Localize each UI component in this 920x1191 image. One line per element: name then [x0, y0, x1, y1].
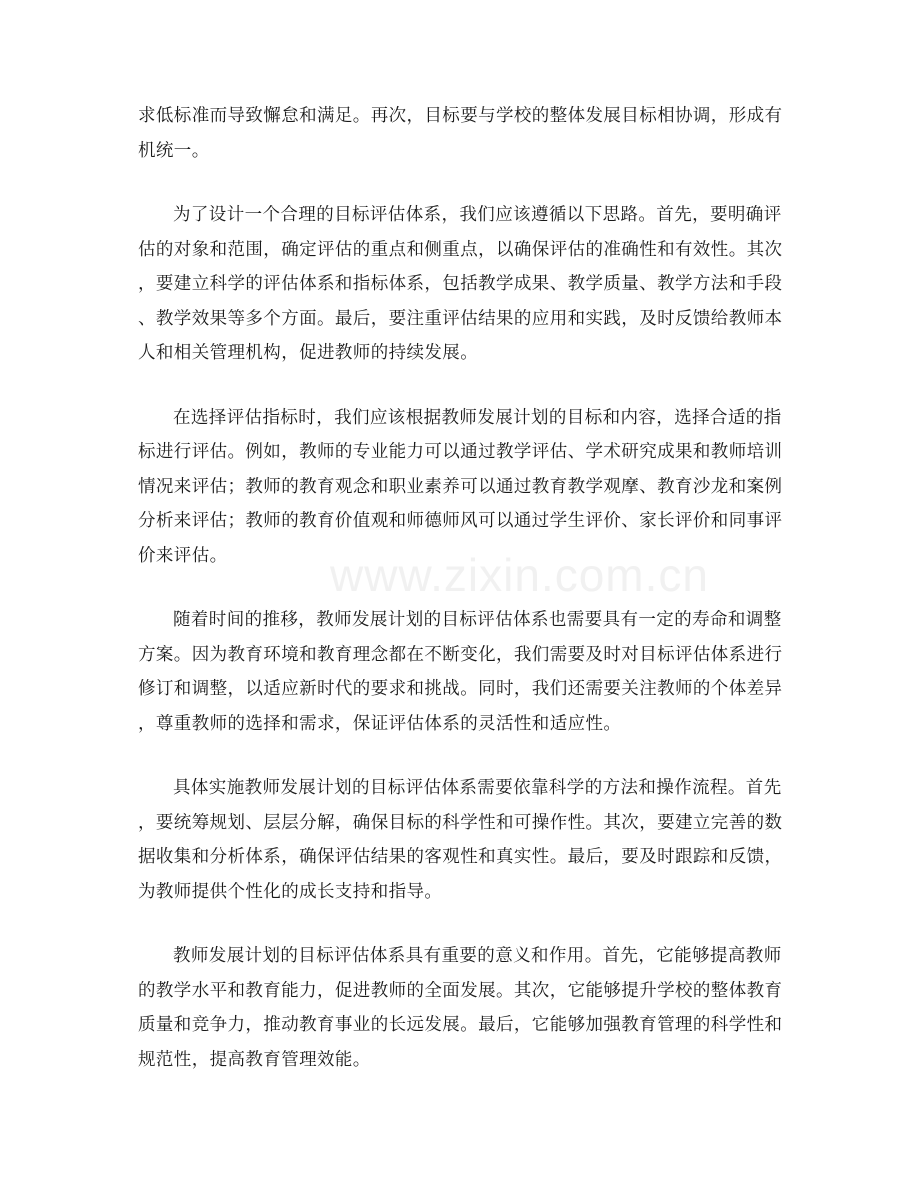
- paragraph-2: [138, 198, 783, 371]
- paragraph-line: 机统一。: [138, 140, 210, 161]
- paragraph-line: 价来评估。: [138, 545, 228, 566]
- paragraph-line: 、教学效果等多个方面。最后，要注重评估结果的应用和实践，及时反馈给教师本: [138, 308, 783, 329]
- paragraph-line: 情况来评估；教师的教育观念和职业素养可以通过教育教学观摩、教育沙龙和案例: [138, 476, 783, 497]
- paragraph-line: 人和相关管理机构，促进教师的持续发展。: [138, 343, 479, 363]
- document-body: [138, 99, 783, 1107]
- paragraph-line: 修订和调整，以适应新时代的要求和挑战。同时，我们还需要关注教师的个体差异: [138, 679, 783, 699]
- paragraph-line: 在选择评估指标时，我们应该根据教师发展计划的目标和内容，选择合适的指: [173, 407, 782, 428]
- paragraph-line: 估的对象和范围，确定评估的重点和侧重点，以确保评估的准确性和有效性。其次: [138, 239, 783, 260]
- paragraph-line: 分析来评估；教师的教育价值观和师德师风可以通过学生评价、家长评价和同事评: [138, 511, 783, 531]
- paragraph-line: 规范性，提高教育管理效能。: [138, 1049, 371, 1070]
- paragraph-line: ，尊重教师的选择和需求，保证评估体系的灵活性和适应性。: [138, 713, 622, 734]
- paragraph-line: 为教师提供个性化的成长支持和指导。: [138, 881, 443, 902]
- paragraph-line: 随着时间的推移，教师发展计划的目标评估体系也需要具有一定的寿命和调整: [173, 610, 782, 630]
- paragraph-line: 为了设计一个合理的目标评估体系，我们应该遵循以下思路。首先，要明确评: [173, 205, 782, 225]
- paragraph-line: 质量和竞争力，推动教育事业的长远发展。最后，它能够加强教育管理的科学性和: [138, 1015, 783, 1035]
- paragraph-line: 方案。因为教育环境和教育理念都在不断变化，我们需要及时对目标评估体系进行: [138, 644, 783, 665]
- paragraph-line: ，要建立科学的评估体系和指标体系，包括教学成果、教学质量、教学方法和手段: [138, 274, 783, 294]
- paragraph-3: [138, 401, 783, 574]
- paragraph-line: 教师发展计划的目标评估体系具有重要的意义和作用。首先，它能够提高教师: [173, 946, 782, 966]
- paragraph-line: ，要统筹规划、层层分解，确保目标的科学性和可操作性。其次，要建立完善的数: [138, 812, 783, 833]
- watermark: www.zixin.com.cn: [330, 549, 709, 601]
- paragraph-1: [138, 99, 783, 168]
- paragraph-line: 具体实施教师发展计划的目标评估体系需要依靠科学的方法和操作流程。首先: [173, 778, 782, 798]
- paragraph-line: 标进行评估。例如，教师的专业能力可以通过教学评估、学术研究成果和教师培训: [138, 442, 783, 462]
- paragraph-6: [138, 939, 783, 1077]
- paragraph-line: 求低标准而导致懈怠和满足。再次，目标要与学校的整体发展目标相协调，形成有: [138, 106, 783, 126]
- paragraph-line: 的教学水平和教育能力，促进教师的全面发展。其次，它能够提升学校的整体教育: [138, 980, 783, 1001]
- paragraph-5: [138, 771, 783, 909]
- paragraph-line: 据收集和分析体系，确保评估结果的客观性和真实性。最后，要及时跟踪和反馈，: [138, 847, 783, 867]
- paragraph-4: [138, 603, 783, 741]
